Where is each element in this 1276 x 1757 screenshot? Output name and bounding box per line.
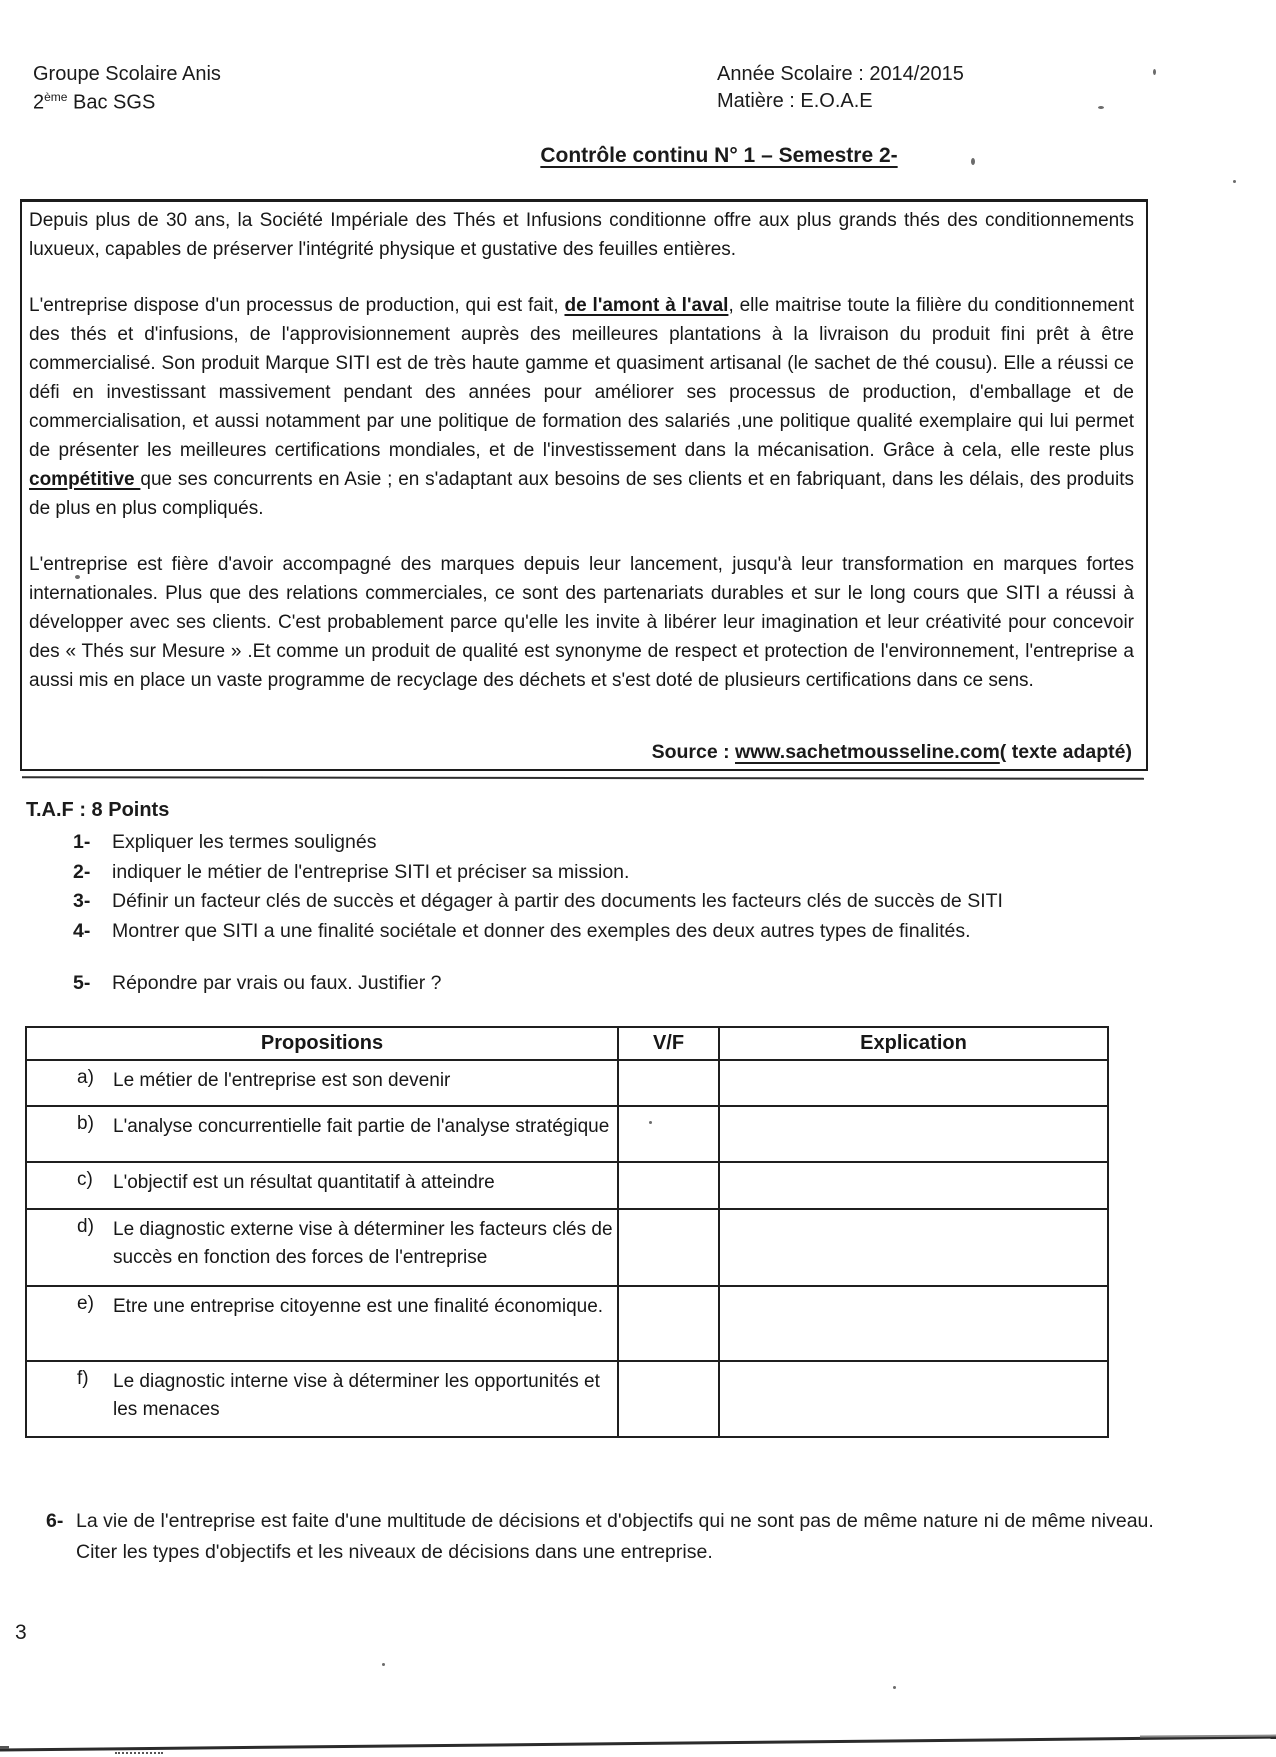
source-url: www.sachetmousseline.com — [735, 741, 1000, 763]
explication-cell — [719, 1209, 1108, 1286]
item-text: La vie de l'entreprise est faite d'une multitude de décisions et d'objectifs qui ne sont pas de même nature ni de même niveau. Citer les types d'objectifs et les niveaux de décisions dans une entreprise. — [76, 1510, 1154, 1563]
taf-item-4 — [73, 917, 1003, 947]
scan-artifact-line — [0, 1735, 1276, 1751]
brand-paragraph — [29, 550, 1134, 695]
source-suffix: ( texte adapté) — [999, 741, 1132, 763]
scan-speck — [1098, 106, 1104, 109]
intro-paragraph — [29, 206, 1134, 264]
row-letter: e) — [77, 1293, 94, 1314]
table-row — [26, 1286, 1108, 1361]
item-text: indiquer le métier de l'entreprise SITI et préciser sa mission. — [112, 860, 630, 883]
vf-cell — [618, 1106, 719, 1162]
paragraph-text: Depuis plus de 30 ans, la Société Impériale des Thés et Infusions conditionne offre aux plus grands thés des conditionnements luxueux, capables de préserver l'intégrité physique et gustative des feuilles entières. — [29, 210, 1134, 260]
explication-cell — [719, 1162, 1108, 1209]
item-number: 6- — [46, 1510, 64, 1532]
scan-speck — [893, 1686, 896, 1689]
row-proposition: Etre une entreprise citoyenne est une finalité économique. — [113, 1296, 604, 1317]
school-year: Année Scolaire : 2014/2015 — [717, 63, 964, 85]
item-text: Montrer que SITI a une finalité sociétale et donner des exemples des deux autres types de finalités. — [112, 919, 971, 942]
column-header-vf: V/F — [618, 1027, 719, 1060]
row-proposition: Le diagnostic externe vise à déterminer les facteurs clés de succès en fonction des forces de l'entreprise — [113, 1219, 613, 1268]
paragraph-text: , elle maitrise toute la filière du conditionnement des thés et d'infusions, de l'approvisionnement auprès des meilleures plantations à la livraison du produit fini prêt à être commercialisé. Son produit Marque SITI est de très haute gamme et quasiment artisanal (le sachet de thé cousu). Elle a réussi ce défi en investissant massivement pendant des années pour améliorer ses processus de production, d'emballage et de commercialisation, et aussi notamment par une politique de formation des salariés ,une politique qualité exemplaire qui lui permet de présenter les meilleures certifications mondiales, et de l'investissement dans la mécanisation. Grâce à cela, elle reste plus — [29, 295, 1134, 461]
vf-cell — [618, 1162, 719, 1209]
scan-artifact-box-underline — [22, 776, 1144, 780]
table-row — [26, 1106, 1108, 1162]
item-text: Expliquer les termes soulignés — [112, 831, 377, 853]
class-number: 2 — [33, 91, 45, 114]
row-letter: b) — [77, 1113, 94, 1134]
item-number: 1- — [73, 831, 91, 853]
scan-speck — [382, 1663, 385, 1666]
process-paragraph — [29, 291, 1134, 523]
vf-cell — [618, 1361, 719, 1437]
row-letter: c) — [77, 1169, 93, 1190]
row-letter: a) — [77, 1067, 94, 1088]
vrai-faux-table — [25, 1026, 1109, 1438]
scan-speck — [1153, 69, 1156, 75]
scan-artifact-edge-mark — [0, 1746, 9, 1749]
item-text: Définir un facteur clés de succès et dégager à partir des documents les facteurs clés de succès de SITI — [112, 890, 1003, 912]
scan-speck — [1233, 180, 1236, 183]
subject: Matière : E.O.A.E — [717, 90, 873, 112]
taf-item-1 — [73, 828, 1003, 858]
row-proposition: L'analyse concurrentielle fait partie de l'analyse stratégique — [113, 1116, 610, 1137]
paragraph-text: que ses concurrents en Asie ; en s'adaptant aux besoins de ses clients et en fabriquant, dans les délais, des produits de plus en plus compliqués. — [29, 469, 1134, 519]
taf-question-list — [73, 828, 1003, 946]
document-text-box — [20, 199, 1148, 771]
item-text: Répondre par vrais ou faux. Justifier ? — [112, 972, 442, 994]
column-header-propositions: Propositions — [26, 1027, 618, 1060]
taf-item-2 — [73, 858, 1003, 888]
class-ordinal: ème — [44, 90, 68, 104]
vf-cell — [618, 1060, 719, 1106]
item-number: 4- — [73, 919, 91, 942]
column-header-explication: Explication — [719, 1027, 1108, 1060]
table-row — [26, 1209, 1108, 1286]
page-title: Contrôle continu N° 1 – Semestre 2- — [540, 144, 898, 167]
table-header-row — [26, 1027, 1108, 1060]
taf-item-3 — [73, 887, 1003, 917]
explication-cell — [719, 1361, 1108, 1437]
question-6 — [46, 1506, 1161, 1568]
table-row — [26, 1162, 1108, 1209]
underlined-term-amont-aval: de l'amont à l'aval — [564, 295, 729, 316]
scan-speck — [75, 575, 80, 579]
taf-heading: T.A.F : 8 Points — [26, 799, 170, 821]
table-row — [26, 1361, 1108, 1437]
vf-cell — [618, 1286, 719, 1361]
taf-item-5 — [73, 969, 442, 999]
page-number: 3 — [15, 1621, 27, 1644]
vf-cell — [618, 1209, 719, 1286]
explication-cell — [719, 1060, 1108, 1106]
row-proposition: L'objectif est un résultat quantitatif à atteindre — [113, 1172, 495, 1193]
item-number: 3- — [73, 890, 91, 912]
source-label: Source : — [651, 741, 735, 763]
explication-cell — [719, 1106, 1108, 1162]
row-letter: f) — [77, 1368, 89, 1389]
row-proposition: Le diagnostic interne vise à déterminer les opportunités et les menaces — [113, 1371, 600, 1420]
paragraph-text: L'entreprise est fière d'avoir accompagné des marques depuis leur lancement, jusqu'à leur transformation en marques fortes internationales. Plus que des relations commerciales, ce sont des partenariats durables et sur le long cours que SITI a réussi à développer avec ses clients. C'est probablement parce qu'elle les invite à libérer leur imagination et leur créativité pour concevoir des « Thés sur Mesure » .Et comme un produit de qualité est synonyme de respect et protection de l'environnement, l'entreprise a aussi mis en place un vaste programme de recyclage des déchets et s'est doté de plusieurs certifications dans ce sens. — [29, 554, 1134, 691]
paragraph-text: L'entreprise dispose d'un processus de production, qui est fait, — [29, 295, 565, 316]
explication-cell — [719, 1286, 1108, 1361]
item-number: 2- — [73, 860, 91, 883]
underlined-term-competitive: compétitive — [29, 469, 141, 490]
table-row — [26, 1060, 1108, 1106]
scan-speck — [971, 158, 975, 165]
scan-artifact-dots — [115, 1752, 163, 1754]
row-letter: d) — [77, 1216, 94, 1237]
class-level — [33, 90, 155, 115]
scan-speck — [649, 1121, 652, 1124]
source-line — [652, 741, 1132, 764]
school-name: Groupe Scolaire Anis — [33, 63, 221, 85]
item-number: 5- — [73, 972, 91, 994]
row-proposition: Le métier de l'entreprise est son devenir — [113, 1070, 451, 1091]
class-label: Bac SGS — [67, 91, 156, 114]
